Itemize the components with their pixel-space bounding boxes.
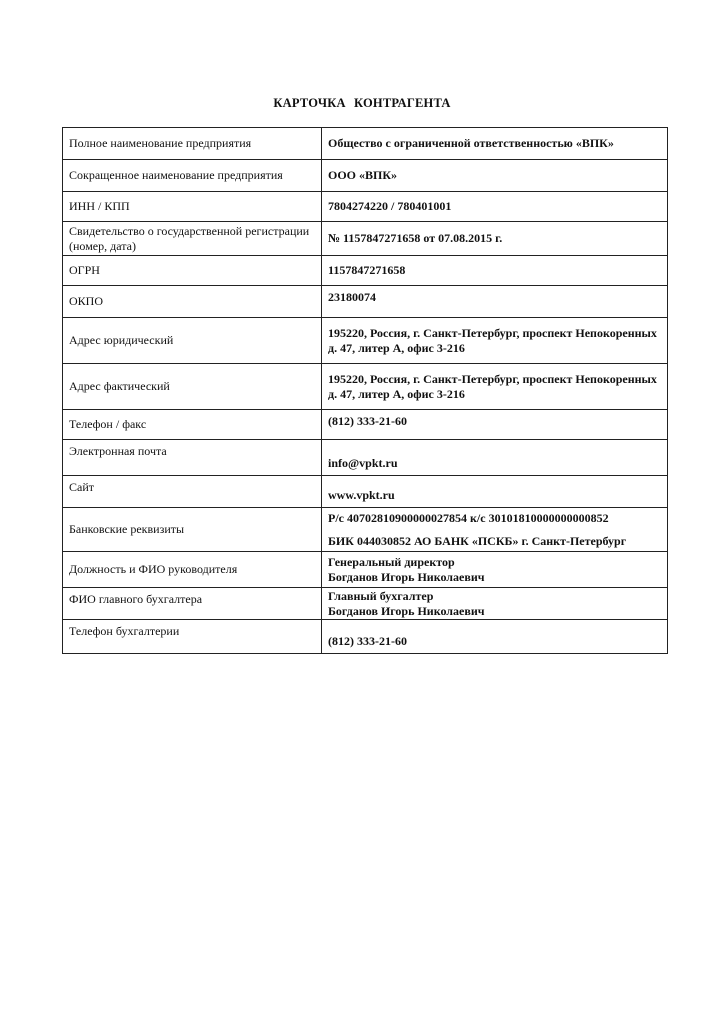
row-value: 7804274220 / 780401001	[322, 192, 668, 222]
row-label: Адрес юридический	[63, 318, 322, 364]
row-value: ООО «ВПК»	[322, 160, 668, 192]
counterparty-card-table	[62, 127, 668, 654]
accountant-position: Главный бухгалтер	[328, 588, 434, 603]
row-label: Телефон / факс	[63, 410, 322, 440]
row-label: ОКПО	[63, 286, 322, 318]
table-row-phone	[63, 410, 668, 440]
row-value-block	[322, 588, 668, 620]
row-value-block	[322, 508, 668, 552]
row-label: Свидетельство о государственной регистрации (номер, дата)	[63, 222, 322, 256]
row-label: Электронная почта	[63, 440, 322, 476]
director-position: Генеральный директор	[328, 554, 455, 569]
table-row-bank-details	[63, 508, 668, 552]
row-label: Сокращенное наименование предприятия	[63, 160, 322, 192]
row-value: (812) 333-21-60	[322, 620, 668, 654]
row-value: (812) 333-21-60	[322, 410, 668, 440]
row-value: 1157847271658	[322, 256, 668, 286]
bank-account-line: Р/с 40702810900000027854 к/с 30101810000000000852	[328, 510, 609, 525]
table-row-accounting-phone	[63, 620, 668, 654]
table-row-inn-kpp	[63, 192, 668, 222]
table-row-full-name	[63, 128, 668, 160]
table-row-short-name	[63, 160, 668, 192]
row-value: 195220, Россия, г. Санкт-Петербург, проспект Непокоренных д. 47, литер А, офис 3-216	[322, 318, 668, 364]
row-value: № 1157847271658 от 07.08.2015 г.	[322, 222, 668, 256]
table-row-actual-address	[63, 364, 668, 410]
row-label: Полное наименование предприятия	[63, 128, 322, 160]
table-row-director	[63, 552, 668, 588]
row-value: Общество с ограниченной ответственностью «ВПК»	[322, 128, 668, 160]
row-label: Телефон бухгалтерии	[63, 620, 322, 654]
row-label: Адрес фактический	[63, 364, 322, 410]
director-name: Богданов Игорь Николаевич	[328, 569, 485, 584]
table-row-registration	[63, 222, 668, 256]
table-row-email	[63, 440, 668, 476]
row-value: 195220, Россия, г. Санкт-Петербург, проспект Непокоренных д. 47, литер А, офис 3-216	[322, 364, 668, 410]
row-label: ФИО главного бухгалтера	[63, 588, 322, 620]
row-value-block	[322, 552, 668, 588]
row-label: Должность и ФИО руководителя	[63, 552, 322, 588]
row-value: info@vpkt.ru	[322, 440, 668, 476]
row-label: ИНН / КПП	[63, 192, 322, 222]
row-label: Банковские реквизиты	[63, 508, 322, 552]
bank-bik-line: БИК 044030852 АО БАНК «ПСКБ» г. Санкт-Петербург	[328, 533, 627, 548]
row-value: www.vpkt.ru	[322, 476, 668, 508]
accountant-name: Богданов Игорь Николаевич	[328, 603, 485, 618]
table-row-chief-accountant	[63, 588, 668, 620]
row-label: ОГРН	[63, 256, 322, 286]
page-title: КАРТОЧКА КОНТРАГЕНТА	[273, 96, 451, 110]
table-row-okpo	[63, 286, 668, 318]
table-row-ogrn	[63, 256, 668, 286]
row-label: Сайт	[63, 476, 322, 508]
table-row-website	[63, 476, 668, 508]
table-row-legal-address	[63, 318, 668, 364]
row-value: 23180074	[322, 286, 668, 318]
